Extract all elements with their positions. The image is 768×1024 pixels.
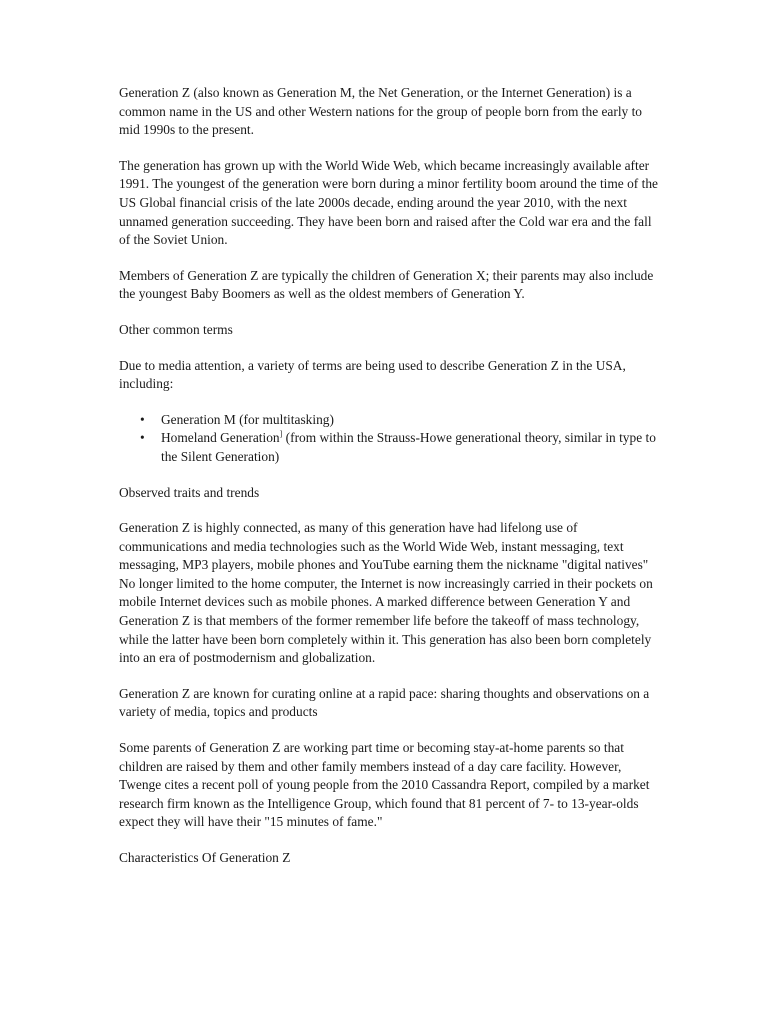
list-item-text: (from within the Strauss-Howe generational theory, similar in type to the Silent Generation) [161,430,656,464]
parents-paragraph: Members of Generation Z are typically the children of Generation X; their parents may also include the youngest Baby Boomers as well as the oldest members of Generation Y. [119,267,654,302]
heading-characteristics: Characteristics Of Generation Z [119,850,291,865]
parenting-paragraph: Some parents of Generation Z are working part time or becoming stay-at-home parents so that children are raised by them and other family members instead of a day care facility. However, Twenge cites a recent poll of young people from the 2010 Cassandra Report, compiled by a market research firm known as the Intelligence Group, which found that 81 percent of 7- to 13-year-olds expect they will have their "15 minutes of fame." [119,740,650,830]
list-item-text: Generation M (for multitasking) [161,411,334,427]
heading-observed-traits: Observed traits and trends [119,484,260,500]
heading-other-common-terms: Other common terms [119,321,233,337]
bullet-icon: • [140,411,145,427]
list-item [140,429,658,466]
terms-list [119,411,658,467]
connectivity-paragraph: Generation Z is highly connected, as many of this generation have had lifelong use of communications and media technologies such as the World Wide Web, instant messaging, text messaging, MP3 players, mobile phones and YouTube earning them the nickname "digital natives" No longer limited to the home computer, the Internet is now increasingly carried in their pockets on mobile Internet devices such as mobile phones. A marked difference between Generation Y and Generation Z is that members of the former remember life before the takeoff of mass technology, while the latter have been born completely within it. This generation has also been born completely into an era of postmodernism and globalization. [119,520,653,666]
list-item [140,411,658,430]
reference-mark: ] [279,429,283,439]
media-terms-paragraph: Due to media attention, a variety of terms are being used to describe Generation Z in the USA, including: [119,357,626,392]
list-item-name: Homeland Generation [161,430,280,446]
bullet-icon: • [140,430,145,446]
curating-paragraph: Generation Z are known for curating online at a rapid pace: sharing thoughts and observations on a variety of media, topics and products [119,685,650,720]
intro-paragraph: Generation Z (also known as Generation M, the Net Generation, or the Internet Generation) is a common name in the US and other Western nations for the group of people born from the early to mid 1990s to the present. [119,85,643,138]
web-generation-paragraph: The generation has grown up with the World Wide Web, which became increasingly available after 1991. The youngest of the generation were born during a minor fertility boom around the time of the US Global financial crisis of the late 2000s decade, ending around the year 2010, with the next unnamed generation succeeding. They have been born and raised after the Cold war era and the fall of the Soviet Union. [119,157,658,248]
